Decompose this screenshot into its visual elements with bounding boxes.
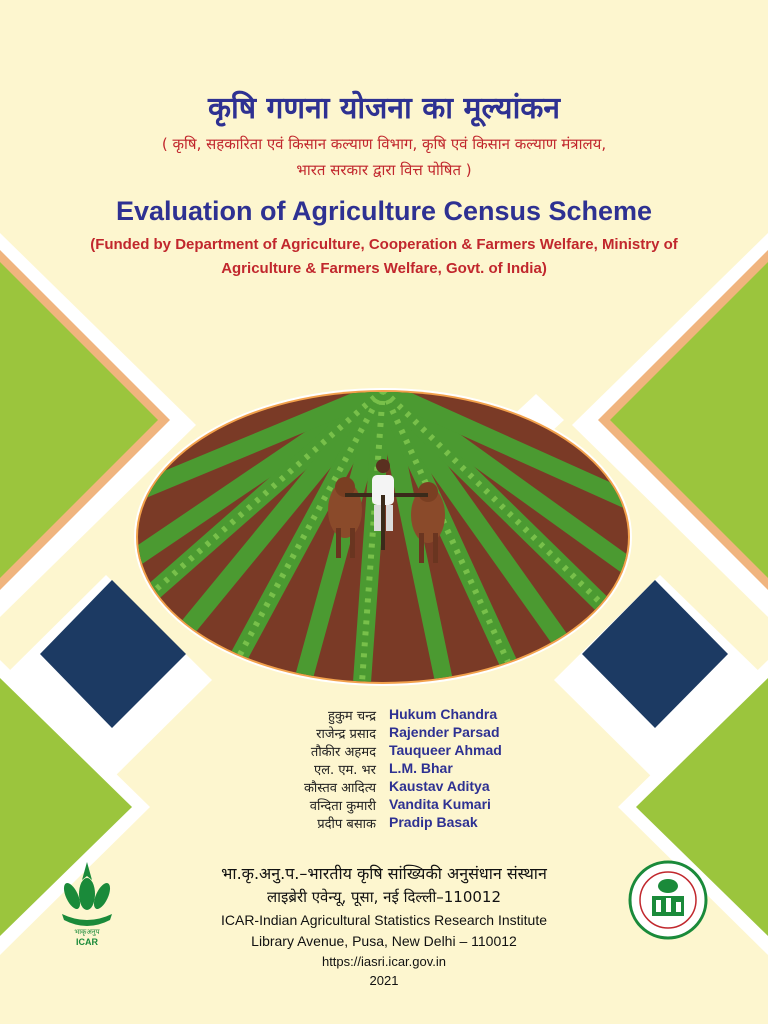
author-name-hindi: वन्दिता कुमारी xyxy=(309,799,376,814)
author-row xyxy=(0,796,768,814)
institute-name-english: ICAR-Indian Agricultural Statistics Research Institute xyxy=(220,912,548,928)
author-name-hindi: कौस्तव आदित्य xyxy=(303,781,376,796)
title-english: Evaluation of Agriculture Census Scheme xyxy=(115,196,653,226)
icar-label: ICAR xyxy=(76,937,98,947)
author-row xyxy=(0,742,768,760)
publication-year: 2021 xyxy=(369,973,399,988)
institute-website: https://iasri.icar.gov.in xyxy=(321,954,447,969)
author-row xyxy=(0,760,768,778)
subtitle-hindi-line2: भारत सरकार द्वारा वित्त पोषित ) xyxy=(296,161,472,179)
author-name-hindi: हुकुम चन्द्र xyxy=(328,709,376,724)
institute-name-hindi: भा.कृ.अनु.प.–भारतीय कृषि सांख्यिकी अनुसंधान संस्थान xyxy=(221,864,547,883)
author-name-hindi: राजेन्द्र प्रसाद xyxy=(316,727,376,742)
author-name-english: Kaustav Aditya xyxy=(389,778,490,794)
author-row xyxy=(0,706,768,724)
title-hindi: कृषि गणना योजना का मूल्यांकन xyxy=(207,91,561,126)
author-name-english: L.M. Bhar xyxy=(389,760,453,776)
subtitle-english-line2: Agriculture & Farmers Welfare, Govt. of India) xyxy=(221,260,547,277)
institute-address-english: Library Avenue, Pusa, New Delhi – 110012 xyxy=(251,933,517,949)
institute-address-hindi: लाइब्रेरी एवेन्यू, पूसा, नई दिल्ली–110012 xyxy=(266,888,502,906)
author-row xyxy=(0,724,768,742)
subtitle-english-line1: (Funded by Department of Agriculture, Cooperation & Farmers Welfare, Ministry of xyxy=(90,236,678,253)
author-name-english: Pradip Basak xyxy=(389,814,478,830)
author-row xyxy=(0,778,768,796)
author-name-english: Vandita Kumari xyxy=(389,796,491,812)
author-name-english: Hukum Chandra xyxy=(389,706,498,722)
subtitle-hindi-line1: ( कृषि, सहकारिता एवं किसान कल्याण विभाग, कृषि एवं किसान कल्याण मंत्रालय, xyxy=(161,135,607,153)
author-name-english: Tauqueer Ahmad xyxy=(389,742,502,758)
author-row xyxy=(0,814,768,832)
icar-label-hindi: भाकृअनुप xyxy=(74,928,100,936)
author-name-english: Rajender Parsad xyxy=(389,724,500,740)
author-name-hindi: तौकीर अहमद xyxy=(310,745,376,760)
author-name-hindi: एल. एम. भर xyxy=(314,763,376,778)
author-name-hindi: प्रदीप बसाक xyxy=(317,817,376,832)
